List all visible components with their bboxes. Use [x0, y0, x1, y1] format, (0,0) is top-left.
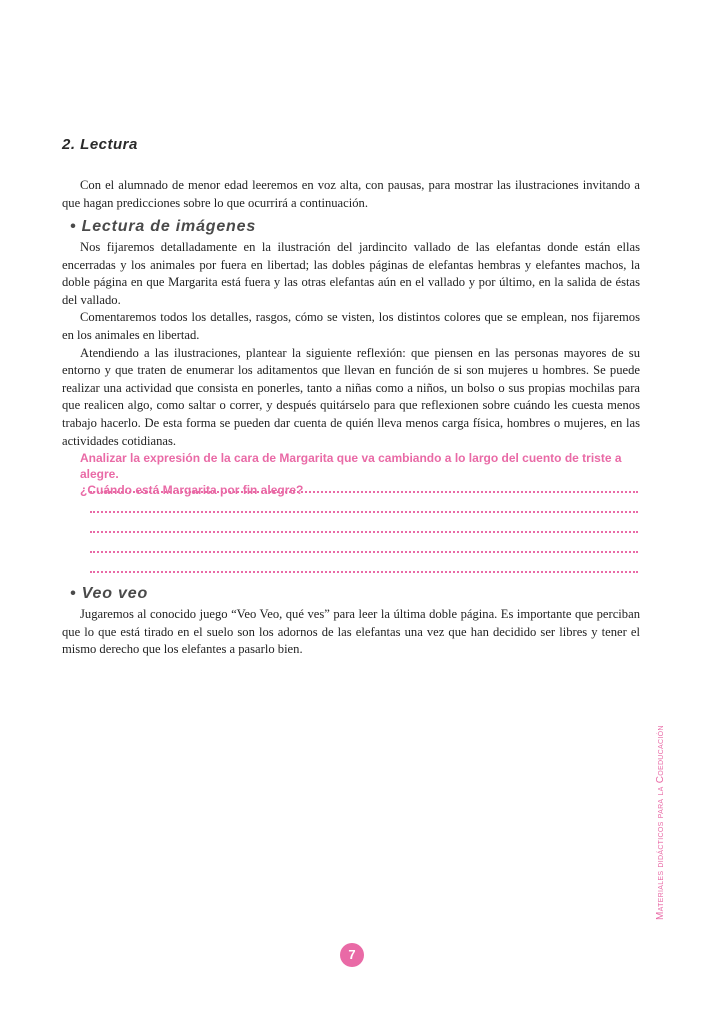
answer-line-1[interactable]: [90, 489, 638, 493]
section-title: 2. Lectura: [62, 136, 138, 153]
intro-paragraph: Con el alumnado de menor edad leeremos en voz alta, con pausas, para mostrar las ilustraciones invitando a que hagan predicciones sobre lo que ocurrirá a continuación.: [62, 178, 640, 210]
page-number-badge: 7: [340, 943, 364, 967]
lectura-imagenes-paragraph-2: Comentaremos todos los detalles, rasgos, cómo se visten, los distintos colores que se emplean, nos fijaremos en los animales en libertad.: [62, 310, 640, 342]
veo-veo-paragraph: Jugaremos al conocido juego “Veo Veo, qué ves” para leer la última doble página. Es importante que perciban que lo que está tirado en el suelo son los adornos de las elefantas una vez que han decidido ser libres y tener el mismo derecho que los elefantes a pasarlo bien.: [62, 607, 640, 657]
side-series-title: Materiales didácticos para la Coeducación: [655, 725, 666, 920]
intro-paragraph-block: [62, 177, 640, 212]
lectura-imagenes-heading: • Lectura de imágenes: [70, 218, 257, 235]
veo-veo-heading: • Veo veo: [70, 585, 149, 602]
activity-line-1: Analizar la expresión de la cara de Margarita que va cambiando a lo largo del cuento de triste a alegre.: [80, 451, 622, 481]
answer-line-4[interactable]: [90, 549, 638, 553]
lectura-imagenes-paragraph-3: Atendiendo a las ilustraciones, plantear la siguiente reflexión: que piensen en las personas mayores de su entorno y que traten de enumerar los aditamentos que llevan en función de si son mujeres u hombres. Se puede realizar una actividad que consista en ponerles, tanto a niñas como a niños, un bolso o sus propias mochilas para que realicen algo, como saltar o correr, y después quitárselo para que reflexionen sobre cuándo les cuesta menos trabajo hacerlo. De esta forma se pueden dar cuenta de quién lleva menos carga física, hombres o mujeres, en las actividades cotidianas.: [62, 345, 640, 448]
answer-line-3[interactable]: [90, 529, 638, 533]
lectura-imagenes-body: [62, 239, 640, 450]
answer-line-5[interactable]: [90, 569, 638, 573]
activity-line-2: ¿Cuándo está Margarita por fin alegre?: [80, 483, 304, 497]
veo-veo-body: [62, 606, 640, 659]
lectura-imagenes-paragraph-1: Nos fijaremos detalladamente en la ilustración del jardincito vallado de las elefantas donde están ellas encerradas y los animales por fuera en libertad; las dobles páginas de elefantas hembras y elefantes machos, la doble página en que Margarita está fuera y las otras elefantas aún en el vallado y por último, en la salida de éstas del vallado.: [62, 240, 640, 307]
answer-line-2[interactable]: [90, 509, 638, 513]
